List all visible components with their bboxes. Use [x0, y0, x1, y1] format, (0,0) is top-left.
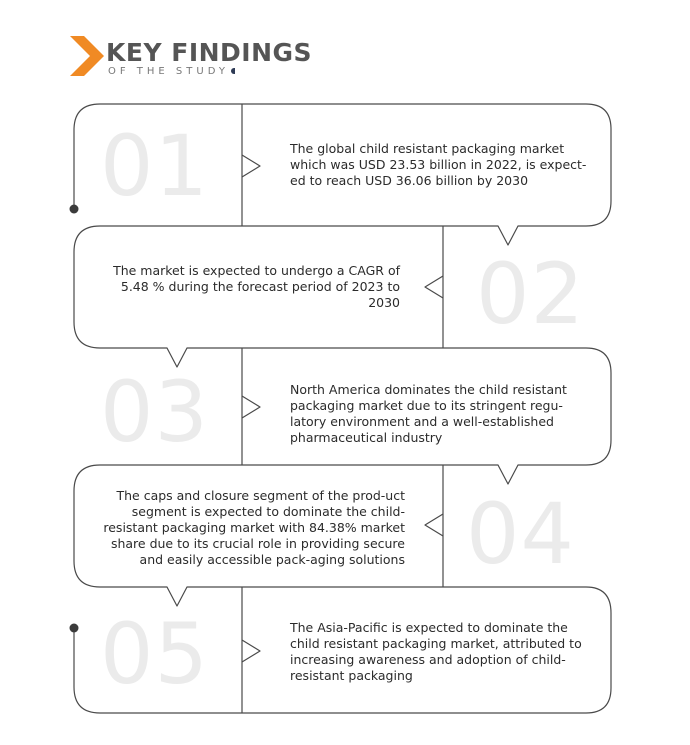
finding-number-02: 02 [476, 245, 585, 343]
finding-text-04: The caps and closure segment of the prod-uct segment is expected to dominate the child-resistant packaging market with 84.38% market share due to its crucial role in providing secure and easily accessible pack-aging solutions [103, 488, 405, 567]
finding-number-01: 01 [100, 117, 209, 215]
timeline-start-dot [70, 205, 79, 214]
finding-number-03: 03 [100, 363, 209, 461]
finding-text-02: The market is expected to undergo a CAGR of 5.48 % during the forecast period of 2023 to 2030 [113, 263, 400, 310]
finding-number-05: 05 [100, 605, 209, 703]
finding-text-05: The Asia-Pacific is expected to dominate the child resistant packaging market, attributed to increasing awareness and adoption of child-resistant packaging [290, 620, 582, 683]
page-subtitle: OF THE STUDY [108, 66, 235, 77]
finding-notch-04 [425, 514, 443, 536]
finding-notch-01 [242, 155, 260, 177]
timeline-end-dot [70, 624, 79, 633]
page-title: KEY FINDINGS [106, 38, 313, 67]
finding-notch-02 [425, 276, 443, 298]
finding-text-03: North America dominates the child resistant packaging market due to its stringent regu-latory environment and a well-established pharmaceutical industry [290, 382, 567, 445]
finding-number-04: 04 [466, 485, 575, 583]
finding-notch-03 [242, 396, 260, 418]
finding-notch-05 [242, 640, 260, 662]
finding-text-01: The global child resistant packaging market which was USD 23.53 billion in 2022, is expect-ed to reach USD 36.06 billion by 2030 [290, 141, 587, 188]
